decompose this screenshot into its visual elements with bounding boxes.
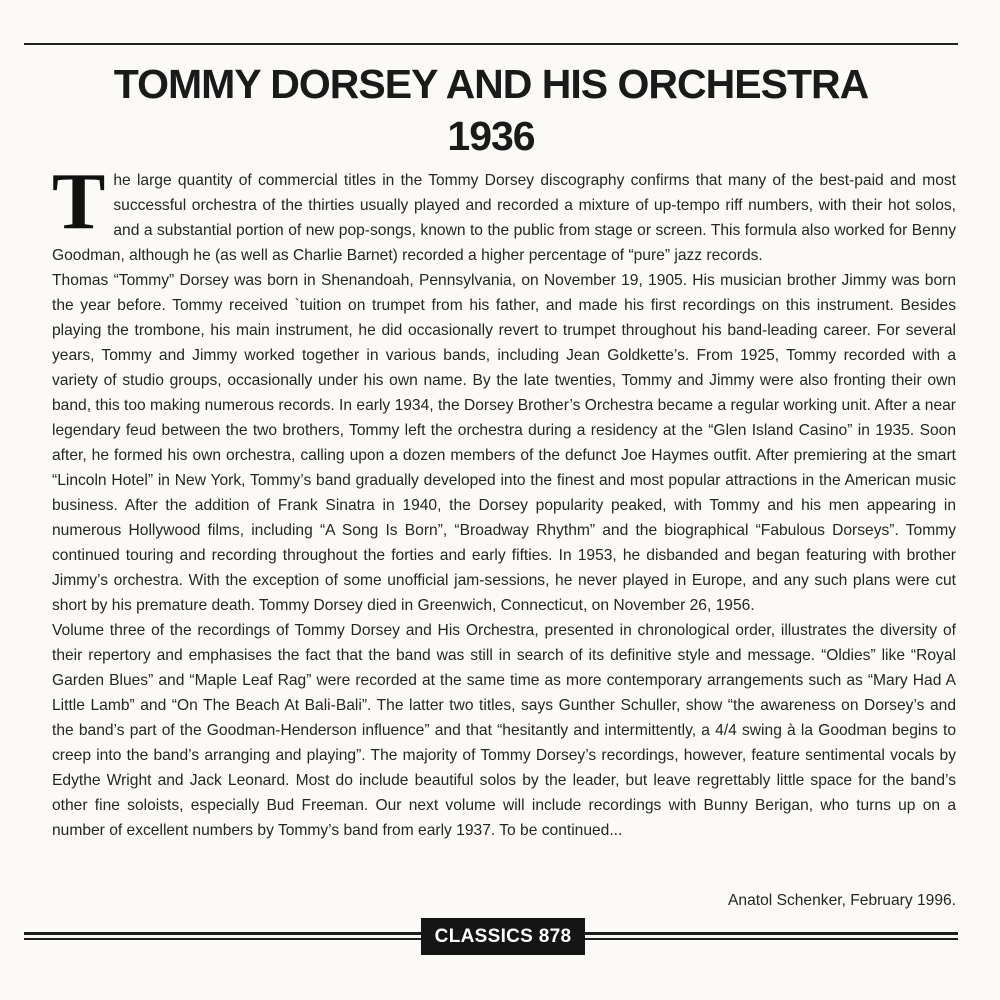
title-line-main: TOMMY DORSEY AND HIS ORCHESTRA — [113, 61, 869, 107]
catalog-number-badge: CLASSICS 878 — [421, 918, 585, 955]
paragraph-biography: Thomas “Tommy” Dorsey was born in Shenandoah, Pennsylvania, on November 19, 1905. His musician brother Jimmy was born the year before. Tommy received `tuition on trumpet from his father, and made his first recordings on this instrument. Besides playing the trombone, his main instrument, he did occasionally revert to trumpet throughout his band-leading career. For several years, Tommy and Jimmy worked together in various bands, including Jean Goldkette’s. From 1925, Tommy recorded with a variety of studio groups, occasionally under his own name. By the late twenties, Tommy and Jimmy were also fronting their own band, this too making numerous records. In early 1934, the Dorsey Brother’s Orchestra became a regular working unit. After a near legendary feud between the two brothers, Tommy left the orchestra during a residency at the “Glen Island Casino” in 1935. Soon after, he formed his own orchestra, calling upon a dozen members of the defunct Joe Haymes outfit. After premiering at the smart “Lincoln Hotel” in New York, Tommy’s band gradually developed into the finest and most popular attractions in the American music business. After the addition of Frank Sinatra in 1940, the Dorsey popularity peaked, with Tommy and his men appearing in numerous Hollywood films, including “A Song Is Born”, “Broadway Rhythm” and the biographical “Fabulous Dorseys”. Tommy continued touring and recording throughout the forties and early fifties. In 1953, he disbanded and began featuring with brother Jimmy’s orchestra. With the exception of some unofficial jam-sessions, he never played in Europe, and any such plans were cut short by his premature death. Tommy Dorsey died in Greenwich, Connecticut, on November 26, 1956. — [52, 272, 956, 614]
paragraph-intro-text: he large quantity of commercial titles in the Tommy Dorsey discography confirms that many of the best-paid and most successful orchestra of the thirties usually played and recorded a mixture of up-tempo riff numbers, with their hot solos, and a substantial portion of new pop-songs, known to the public from stage or screen. This formula also worked for Benny Goodman, although he (as well as Charlie Barnet) recorded a higher percentage of “pure” jazz records. — [52, 172, 956, 264]
page-title — [24, 58, 958, 162]
drop-cap: T — [52, 158, 106, 246]
paragraph-volume-three: Volume three of the recordings of Tommy Dorsey and His Orchestra, presented in chronological order, illustrates the diversity of their repertory and emphasises the fact that the band was still in search of its definitive style and message. “Oldies” like “Royal Garden Blues” and “Maple Leaf Rag” were recorded at the same time as more contemporary arrangements such as “Mary Had A Little Lamb” and “On The Beach At Bali-Bali”. The latter two titles, says Gunther Schuller, show “the awareness on Dorsey’s and the band’s part of the Goodman-Henderson influence” and that “hesitantly and intermittently, a 4/4 swing à la Goodman begins to creep into the band’s arranging and playing”. The majority of Tommy Dorsey’s recordings, however, feature sentimental vocals by Edythe Wright and Jack Leonard. Most do include beautiful solos by the leader, but leave regrettably little space for the band’s other fine soloists, especially Bud Freeman. Our next volume will include recordings with Bunny Berigan, who turns up on a number of excellent numbers by Tommy’s band from early 1937. To be continued... — [52, 622, 956, 839]
author-signature: Anatol Schenker, February 1996. — [728, 892, 956, 909]
paragraph-intro — [52, 158, 956, 268]
top-rule — [24, 43, 958, 45]
liner-notes-body — [52, 158, 956, 843]
title-line-year: 1936 — [447, 113, 535, 159]
